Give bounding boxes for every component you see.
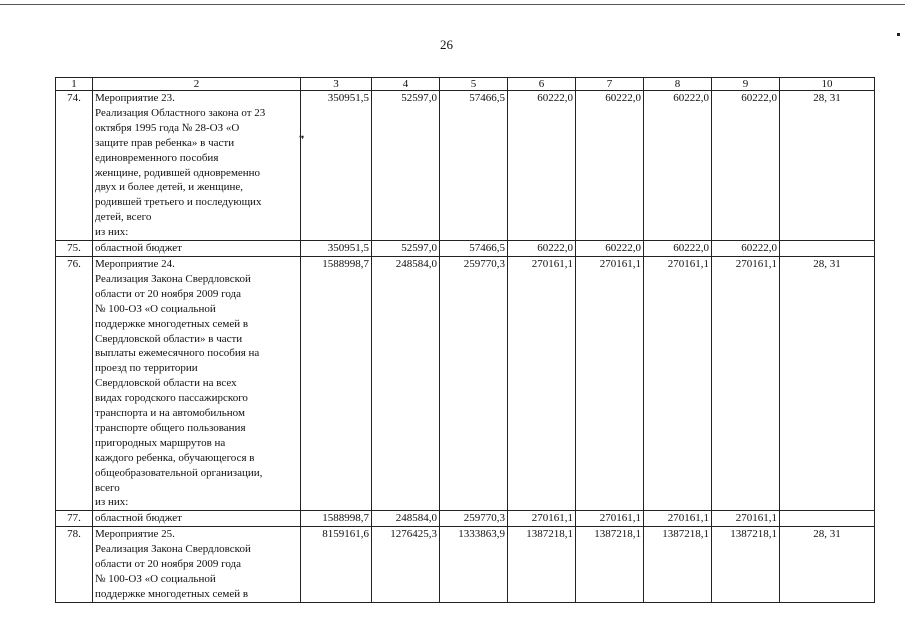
- value-cell: 248584,0: [372, 511, 440, 527]
- column-number: 4: [372, 78, 440, 91]
- value-cell: 1387218,1: [576, 527, 644, 603]
- value-cell: 259770,3: [440, 256, 508, 510]
- value-cell: 270161,1: [576, 511, 644, 527]
- value-cell: 60222,0: [644, 241, 712, 257]
- value-cell: 270161,1: [712, 256, 780, 510]
- value-cell: 270161,1: [644, 256, 712, 510]
- table-row: [56, 527, 875, 603]
- row-number: 76.: [56, 256, 93, 510]
- column-number: 10: [780, 78, 875, 91]
- value-cell: 1387218,1: [644, 527, 712, 603]
- value-cell: 52597,0: [372, 91, 440, 241]
- table-row: [56, 91, 875, 241]
- table-row: [56, 241, 875, 257]
- value-cell: 60222,0: [576, 91, 644, 241]
- value-cell: 52597,0: [372, 241, 440, 257]
- stray-ink-mark: ❞: [299, 135, 305, 146]
- value-cell: 1387218,1: [508, 527, 576, 603]
- page-number: 26: [440, 37, 453, 52]
- table-row: [56, 511, 875, 527]
- value-cell: 57466,5: [440, 91, 508, 241]
- target-reference: [780, 511, 875, 527]
- row-number: 78.: [56, 527, 93, 603]
- row-number: 74.: [56, 91, 93, 241]
- program-table: [55, 77, 875, 603]
- value-cell: 350951,5: [301, 241, 372, 257]
- value-cell: 270161,1: [576, 256, 644, 510]
- value-cell: 1588998,7: [301, 511, 372, 527]
- top-border-line: [0, 4, 905, 5]
- value-cell: 60222,0: [644, 91, 712, 241]
- value-cell: 60222,0: [576, 241, 644, 257]
- column-number: 7: [576, 78, 644, 91]
- value-cell: 270161,1: [644, 511, 712, 527]
- scan-mark: [897, 33, 900, 36]
- column-number: 8: [644, 78, 712, 91]
- value-cell: 1588998,7: [301, 256, 372, 510]
- value-cell: 60222,0: [508, 241, 576, 257]
- target-reference: 28, 31: [780, 91, 875, 241]
- value-cell: 248584,0: [372, 256, 440, 510]
- value-cell: 60222,0: [712, 91, 780, 241]
- measure-name: Мероприятие 25. Реализация Закона Свердловской области от 20 ноября 2009 года № 100-ОЗ «О социальной поддержке многодетных семей в: [93, 527, 301, 603]
- column-number: 1: [56, 78, 93, 91]
- row-number: 75.: [56, 241, 93, 257]
- measure-name: областной бюджет: [93, 241, 301, 257]
- measure-name: Мероприятие 23. Реализация Областного закона от 23 октября 1995 года № 28-ОЗ «О защите прав ребенка» в части единовременного пособия женщине, родившей одновременно двух и более детей, и женщине, родившей третьего и последующих детей, всего из них:: [93, 91, 301, 241]
- value-cell: 270161,1: [508, 256, 576, 510]
- value-cell: 57466,5: [440, 241, 508, 257]
- value-cell: 259770,3: [440, 511, 508, 527]
- column-number-row: [56, 78, 875, 91]
- value-cell: 270161,1: [508, 511, 576, 527]
- value-cell: 60222,0: [712, 241, 780, 257]
- value-cell: 1333863,9: [440, 527, 508, 603]
- value-cell: 270161,1: [712, 511, 780, 527]
- column-number: 2: [93, 78, 301, 91]
- column-number: 3: [301, 78, 372, 91]
- value-cell: 350951,5: [301, 91, 372, 241]
- target-reference: [780, 241, 875, 257]
- row-number: 77.: [56, 511, 93, 527]
- value-cell: 60222,0: [508, 91, 576, 241]
- column-number: 9: [712, 78, 780, 91]
- measure-name: Мероприятие 24. Реализация Закона Свердловской области от 20 ноября 2009 года № 100-ОЗ «О социальной поддержке многодетных семей в Свердловской области» в части выплаты ежемесячного пособия на проезд по территории Свердловской области на всех видах городского пассажирского транспорта и на автомобильном транспорте общего пользования пригородных маршрутов на каждого ребенка, обучающегося в общеобразовательной организации, всего из них:: [93, 256, 301, 510]
- measure-name: областной бюджет: [93, 511, 301, 527]
- column-number: 6: [508, 78, 576, 91]
- target-reference: 28, 31: [780, 256, 875, 510]
- value-cell: 1276425,3: [372, 527, 440, 603]
- target-reference: 28, 31: [780, 527, 875, 603]
- column-number: 5: [440, 78, 508, 91]
- value-cell: 1387218,1: [712, 527, 780, 603]
- table-row: [56, 256, 875, 510]
- value-cell: 8159161,6: [301, 527, 372, 603]
